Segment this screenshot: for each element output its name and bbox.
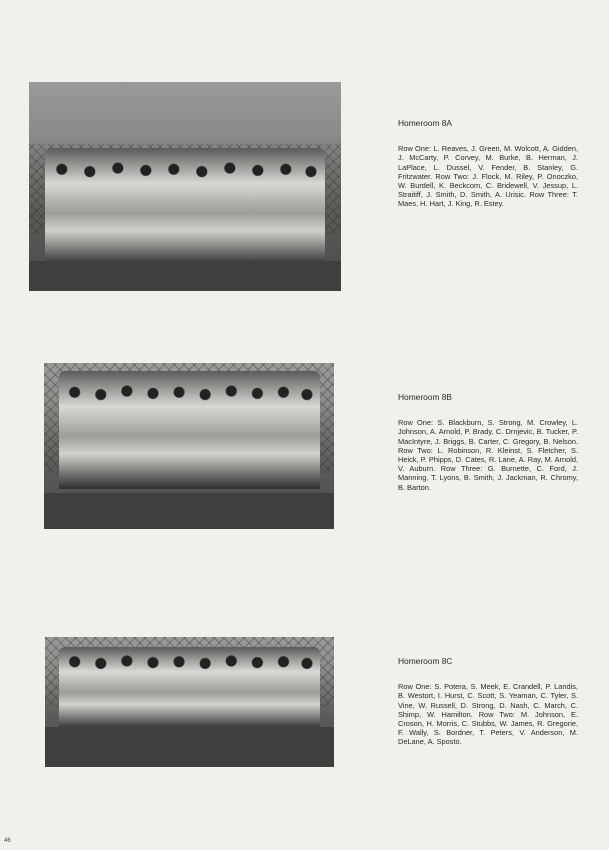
class-photo-8c [45,637,334,767]
homeroom-8b-title: Homeroom 8B [398,392,452,402]
caption-8c [398,657,578,747]
class-photo-8a [29,82,341,291]
class-photo-8b [44,363,334,529]
homeroom-8c-names: Row One: S. Potera, S. Meek, E. Crandell, P. Landis, B. Westort, I. Hurst, C. Scott, S. Yeaman, C. Tyler, S. Vine, W. Russell, D. Strong, D. Nash, C. March, C. Shimp, W. Hamilton. Row Two: M. Johnson, E. Croson, H. Morris, C. Stubbs, W. James, R. Gregorie, F. Wally, S. Bordner, T. Peters, V. Anderson, M. DeLane, A. Sposto. [398,682,578,747]
homeroom-8a-names: Row One: L. Reaves, J. Green, M. Wolcott, A. Gidden, J. McCarty, P. Corvey, M. Burke, B. Herman, J. LaPlace, L. Dussel, V. Fender, B. Stanley, G. Fritzwater. Row Two: J. Flock, M. Riley, P. Onoczko, W. Burdell, K. Beckcom, C. Bridewell, V. Jessup, L. Straitiff, J. Smith, D. Smith, A. Urisic. Row Three: T. Maes, H. Hart, J. King, R. Estey. [398,144,578,209]
homeroom-8b-names: Row One: S. Blackburn, S. Strong, M. Crowley, L. Johnson, A. Arnold, P. Brady, C. Drnjevic, B. Tucker, P. MacIntyre, J. Briggs, B. Carter, C. Gregory, B. Nelson. Row Two: L. Robinson, R. Kleinst, S. Fletcher, S. Heick, P. Phipps, D. Cates, R. Lane, A. Ray, M. Arnold, V. Auburn. Row Three: G. Burnette, C. Ford, J. Manning, T. Lyons, B. Smith, J. Jackman, R. Chromy, B. Barton. [398,418,578,492]
caption-8b [398,393,578,492]
homeroom-8c-title: Homeroom 8C [398,656,453,666]
homeroom-8a-title: Homeroom 8A [398,118,452,128]
page-number: 46 [4,838,11,844]
caption-8a [398,119,578,209]
